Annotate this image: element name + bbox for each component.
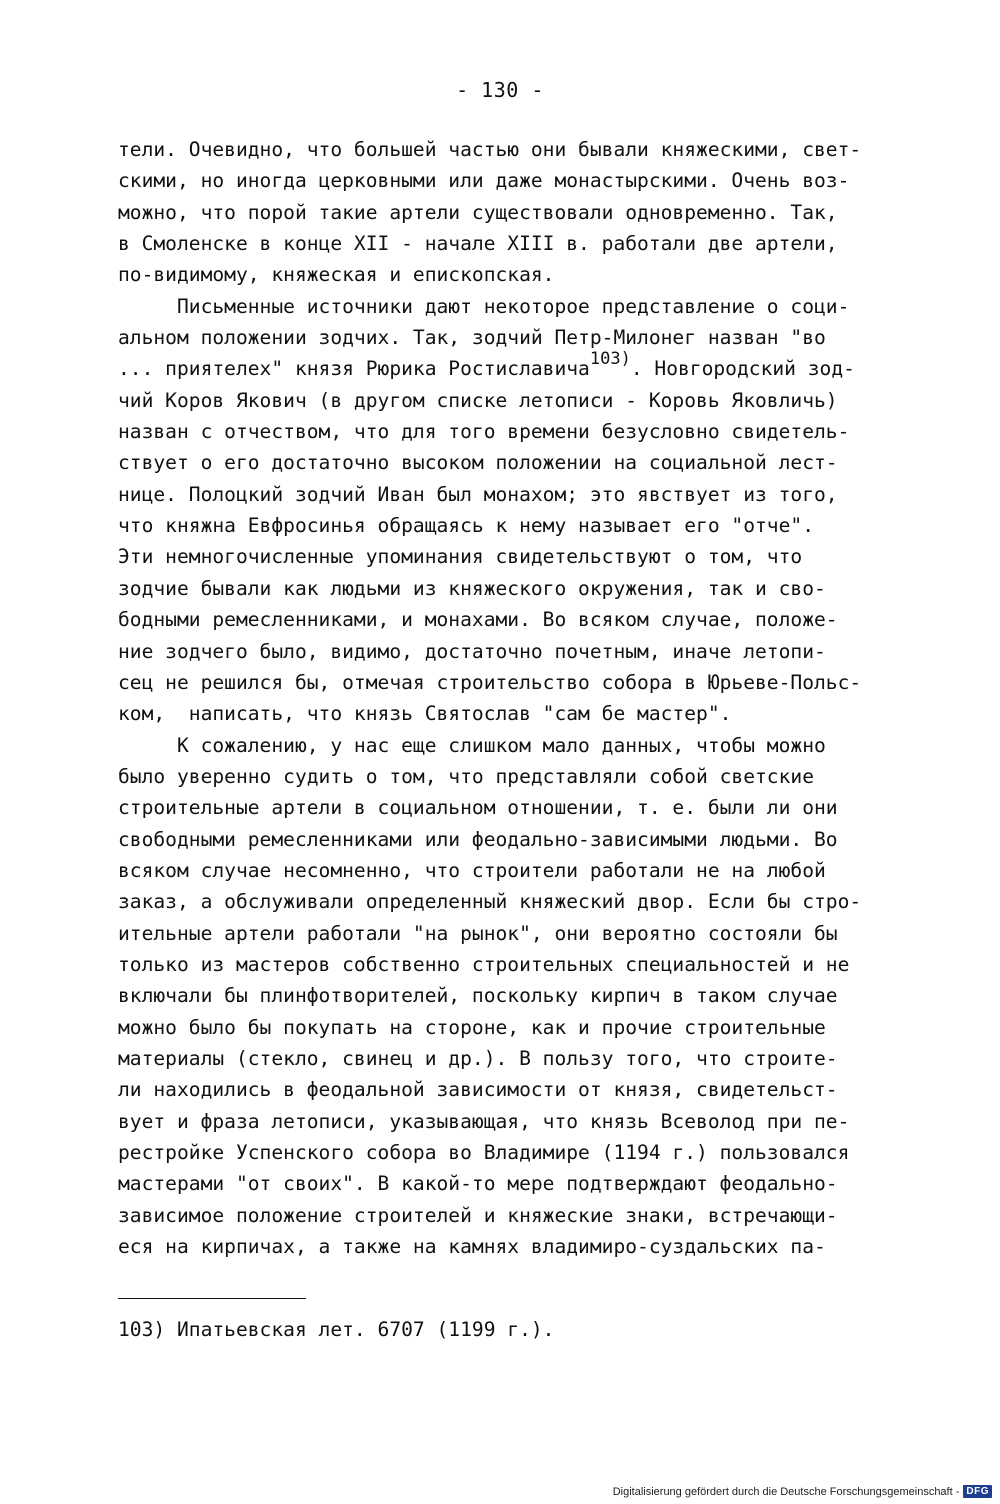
- text-line: тели. Очевидно, что большей частью они бывали княжескими, свет-: [118, 138, 862, 161]
- watermark-text: Digitalisierung gefördert durch die Deutsche Forschungsgemeinschaft -: [612, 1485, 960, 1498]
- text-line: ительные артели работали "на рынок", они вероятно состояли бы: [118, 921, 838, 945]
- page-number: - 130 -: [456, 78, 544, 102]
- text-line: материалы (стекло, свинец и др.). В пользу того, что строите-: [118, 1046, 838, 1070]
- text-line: что княжна Евфросинья обращаясь к нему называет его "отче".: [118, 514, 814, 538]
- text-line: Письменные источники дают некоторое представление о соци-: [118, 294, 850, 318]
- footnote: 103) Ипатьевская лет. 6707 (1199 г.).: [118, 1318, 555, 1341]
- dfg-logo[interactable]: DFG: [963, 1485, 992, 1498]
- text-line: ли находились в феодальной зависимости от князя, свидетельст-: [118, 1078, 838, 1102]
- text-line: ние зодчего было, видимо, достаточно почетным, иначе летопи-: [118, 639, 826, 663]
- footnote-reference[interactable]: 103): [589, 349, 631, 370]
- text-line: нице. Полоцкий зодчий Иван был монахом; это явствует из того,: [118, 482, 838, 506]
- text-line: включали бы плинфотворителей, поскольку кирпич в таком случае: [118, 984, 838, 1008]
- text-line: по-видимому, княжеская и епископская.: [118, 263, 555, 287]
- text-line: всяком случае несомненно, что строители работали не на любой: [118, 858, 826, 882]
- text-line: бодными ремесленниками, и монахами. Во всяком случае, положе-: [118, 608, 838, 632]
- text-line: заказ, а обслуживали определенный княжеский двор. Если бы стро-: [118, 890, 862, 914]
- text-line: зависимое положение строителей и княжеские знаки, встречающи-: [118, 1203, 838, 1227]
- text-line: строительные артели в социальном отношении, т. е. были ли они: [118, 796, 838, 820]
- text-line: еся на кирпичах, а также на камнях владимиро-суздальских па-: [118, 1235, 826, 1259]
- text-line: зодчие бывали как людьми из княжеского окружения, так и сво-: [118, 576, 826, 600]
- text-line-with-footnote-ref: [118, 349, 908, 384]
- text-line: вует и фраза летописи, указывающая, что князь Всеволод при пе-: [118, 1109, 850, 1133]
- text-line: скими, но иногда церковными или даже монастырскими. Очень воз-: [118, 169, 850, 193]
- text-line: свободными ремесленниками или феодально-зависимыми людьми. Во: [118, 827, 838, 851]
- digitization-watermark: [613, 1485, 992, 1498]
- text-line: ком, написать, что князь Святослав "сам бе мастер".: [118, 702, 732, 726]
- text-segment: . Новгородский зод-: [630, 357, 855, 381]
- text-segment: ... приятелех" князя Рюрика Ростиславича: [118, 357, 590, 381]
- text-line: ствует о его достаточно высоком положении на социальной лест-: [118, 451, 838, 475]
- text-line: можно было бы покупать на стороне, как и прочие строительные: [118, 1015, 826, 1039]
- text-line: только из мастеров собственно строительных специальностей и не: [118, 952, 850, 976]
- text-line: было уверенно судить о том, что представляли собой светские: [118, 764, 814, 788]
- body-text: [118, 134, 908, 1262]
- text-line: альном положении зодчих. Так, зодчий Петр-Милонег назван "во: [118, 326, 826, 350]
- text-line: Эти немногочисленные упоминания свидетельствуют о том, что: [118, 545, 803, 569]
- text-line: в Смоленске в конце XII - начале XIII в. работали две артели,: [118, 232, 838, 256]
- text-line: чий Коров Якович (в другом списке летописи - Коровь Яковличь): [118, 388, 838, 412]
- text-line: можно, что порой такие артели существовали одновременно. Так,: [118, 200, 838, 224]
- text-line: рестройке Успенского собора во Владимире (1194 г.) пользовался: [118, 1141, 850, 1164]
- text-line: назван с отчеством, что для того времени безусловно свидетель-: [118, 420, 850, 444]
- footnote-divider: [118, 1298, 306, 1299]
- text-line: сец не решился бы, отмечая строительство собора в Юрьеве-Польс-: [118, 670, 862, 694]
- text-line: К сожалению, у нас еще слишком мало данных, чтобы можно: [118, 733, 826, 757]
- text-line: мастерами "от своих". В какой-то мере подтверждают феодально-: [118, 1172, 838, 1196]
